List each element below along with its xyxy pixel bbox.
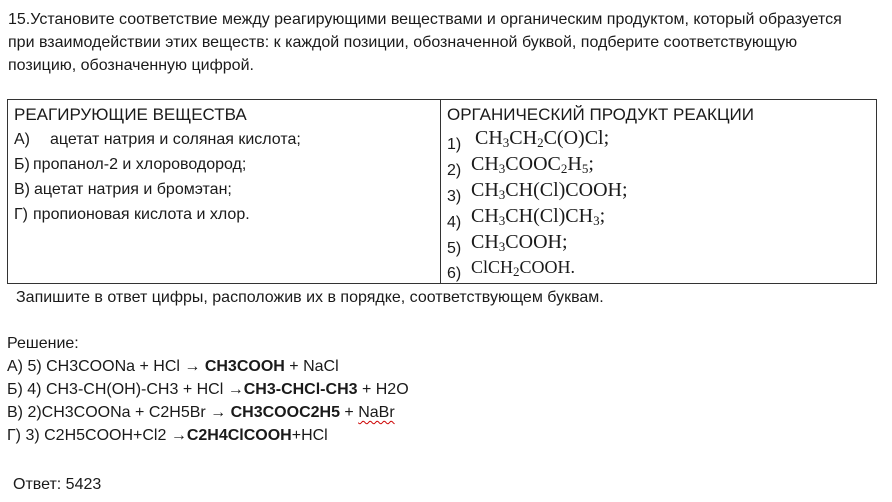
reactant-row (14, 202, 433, 227)
products-header: ОРГАНИЧЕСКИЙ ПРОДУКТ РЕАКЦИИ (447, 105, 754, 124)
reactant-text: ацетат натрия и соляная кислота; (50, 131, 301, 148)
solution-line: Б) 4) CH3-CH(OH)-CH3 + HCl →CH3-CHCl-CH3 + H2O (7, 381, 409, 398)
product-number: 4) (447, 214, 462, 231)
product-row (447, 257, 869, 283)
spellcheck-underlined-word: NaBr (358, 404, 395, 421)
reactant-letter: Г) (14, 206, 28, 223)
product-row (447, 231, 869, 257)
solution-line: А) 5) CH3COONa + HCl → CH3COOH + NaCl (7, 358, 339, 375)
final-answer: Ответ: 5423 (13, 476, 102, 493)
solution-line: Г) 3) C2H5COOH+Cl2 →C2H4ClCOOH+HCl (7, 427, 328, 444)
product-formula: $CH_3CH(Cl)COOH$; (471, 179, 628, 202)
product-formula: $CH_3CH_2C(O)Cl$; (475, 127, 610, 150)
product-number: 5) (447, 240, 462, 257)
product-row (447, 127, 869, 153)
solution-title: Решение: (7, 335, 79, 352)
task-line-3: позицию, обозначенную цифрой. (8, 57, 254, 74)
task-text (8, 8, 842, 77)
reactant-text: ацетат натрия и бромэтан; (34, 181, 232, 198)
reactant-text: пропионовая кислота и хлор. (33, 206, 250, 223)
reactants-column (8, 100, 441, 284)
reactant-letter: А) (14, 131, 30, 148)
reactant-letter: Б) (14, 156, 30, 173)
reactant-row (14, 127, 433, 152)
reactants-header: РЕАГИРУЮЩИЕ ВЕЩЕСТВА (14, 105, 247, 124)
solution-product: CH3COOC2H5 (230, 404, 340, 421)
reactant-text: пропанол-2 и хлороводород; (33, 156, 247, 173)
reactant-row (14, 152, 433, 177)
task-line-1: 15.Установите соответствие между реагирующими веществами и органическим продуктом, который образуется (8, 11, 842, 28)
product-number: 1) (447, 136, 462, 153)
solution-product: CH3COOH (204, 358, 285, 375)
answer-instruction: Запишите в ответ цифры, расположив их в порядке, соответствующем буквам. (16, 289, 604, 306)
product-row (447, 205, 869, 231)
product-formula: ClCH$_2$COOH. (471, 257, 576, 279)
product-formula: $CH_3COOC_2H_5$; (471, 153, 594, 176)
product-row (447, 153, 869, 179)
task-line-2: при взаимодействии этих веществ: к каждой позиции, обозначенной буквой, подберите соответствующую (8, 34, 798, 51)
reactant-row (14, 177, 433, 202)
product-formula: $CH_3CH(Cl)CH_3$; (471, 205, 606, 228)
product-number: 6) (447, 265, 462, 282)
product-number: 2) (447, 162, 462, 179)
solution-line: В) 2)CH3COONa + C2H5Br → CH3COOC2H5 + NaBr (7, 404, 395, 421)
product-row (447, 179, 869, 205)
products-column (441, 100, 877, 284)
solution-product: C2H4ClCOOH (186, 427, 292, 444)
product-number: 3) (447, 188, 462, 205)
matching-table (7, 99, 877, 284)
product-formula: $CH_3COOH$; (471, 231, 568, 254)
solution-product: CH3-CHCl-CH3 (243, 381, 358, 398)
reactant-letter: В) (14, 181, 30, 198)
